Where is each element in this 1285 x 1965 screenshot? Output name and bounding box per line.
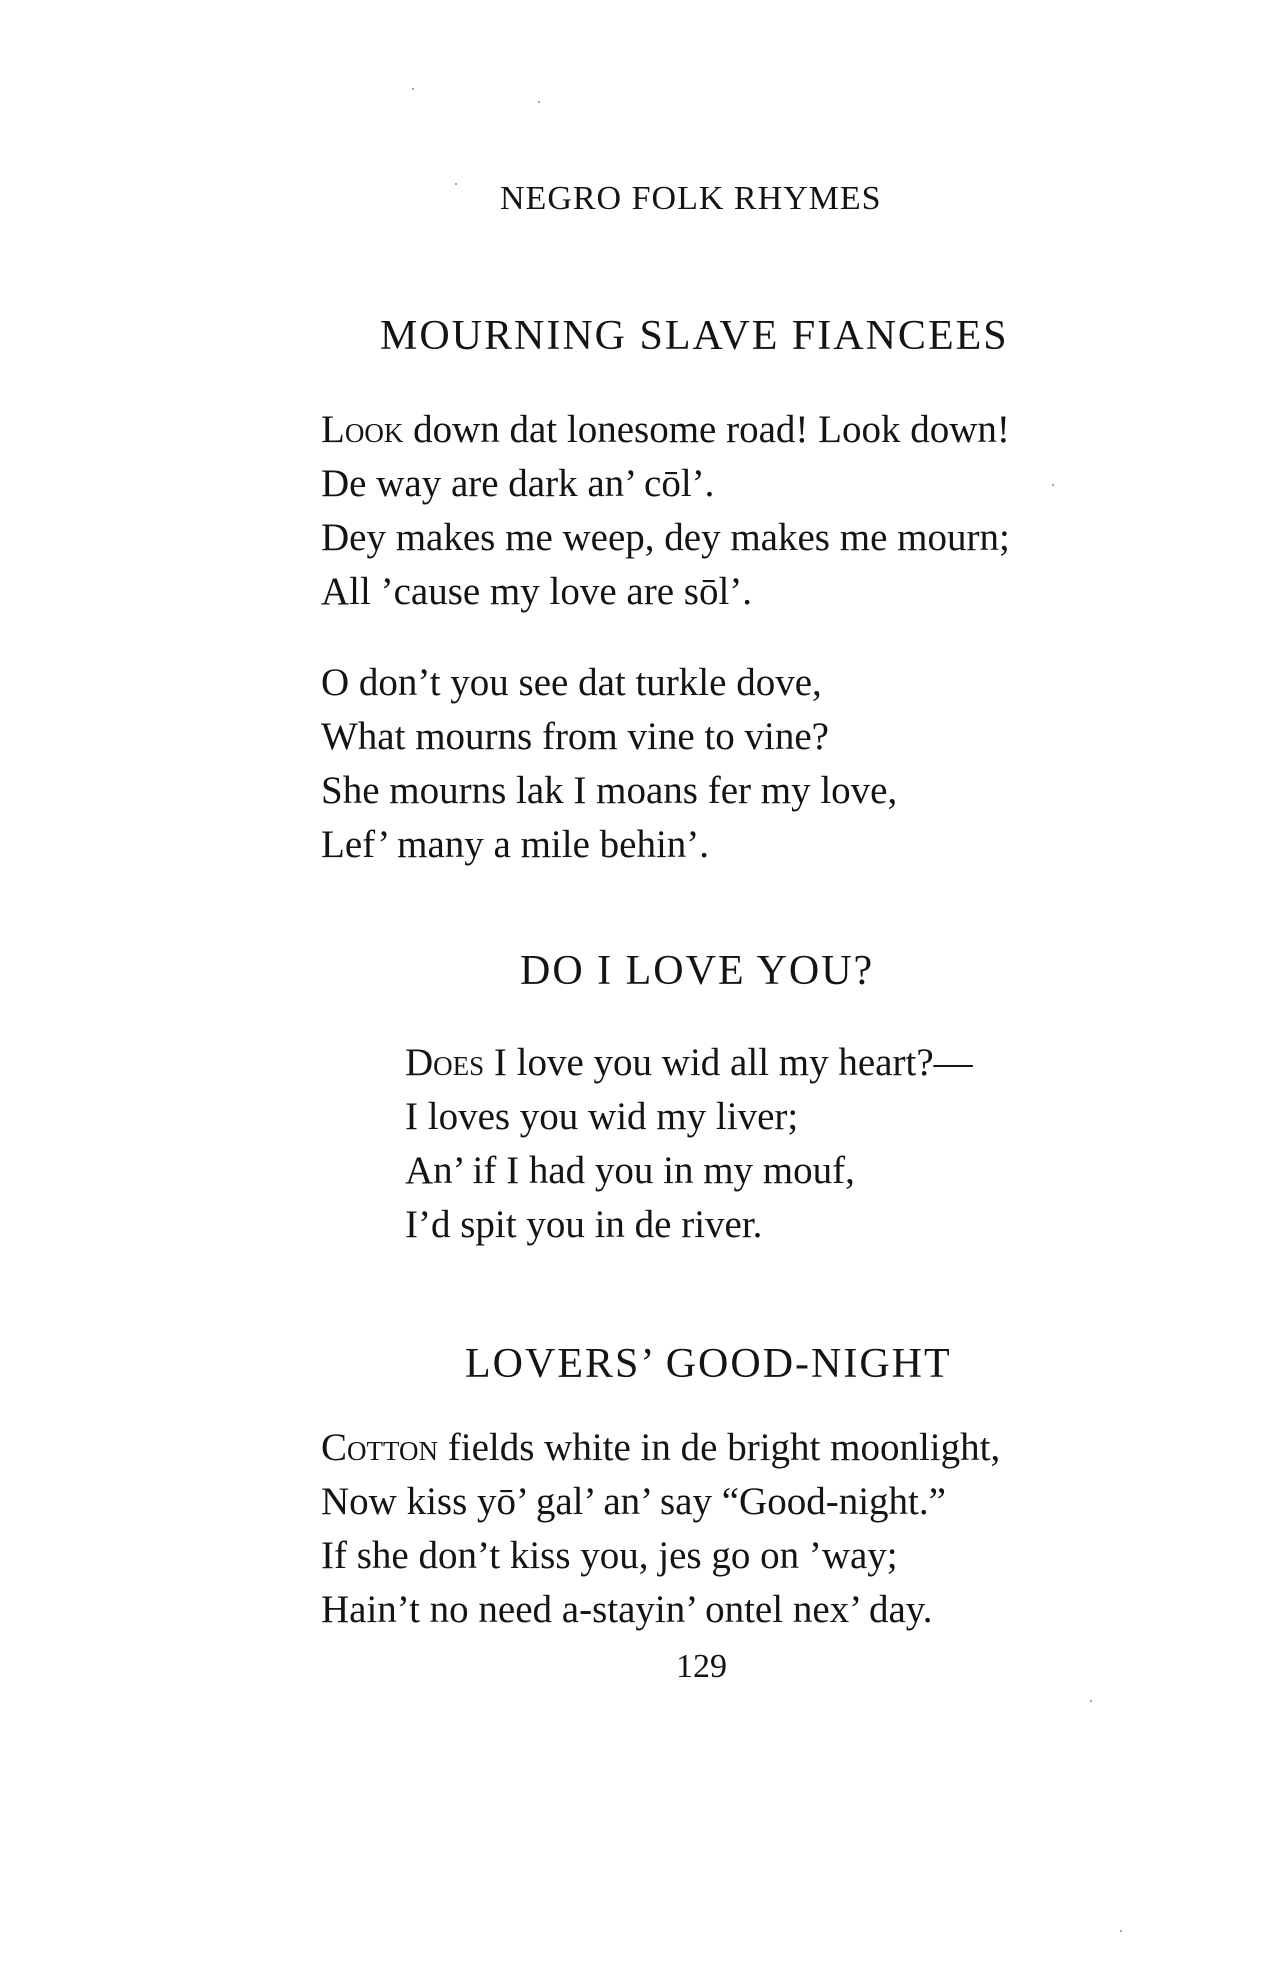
verse-line	[321, 1475, 1000, 1529]
verse-line	[321, 1421, 1000, 1475]
verse-lead: Does	[405, 1041, 485, 1084]
verse-text: De way are dark an’ cōl’.	[321, 462, 715, 505]
verse-text: Dey makes me weep, dey makes me mourn;	[321, 516, 1010, 559]
verse-line	[405, 1198, 973, 1252]
scan-speck	[412, 88, 414, 90]
poem-title: DO I LOVE YOU?	[520, 948, 875, 994]
scan-speck	[455, 183, 457, 185]
verse-text: Lef’ many a mile behin’.	[321, 823, 710, 866]
stanza	[321, 656, 897, 872]
scan-speck	[1090, 1700, 1092, 1702]
verse-lead: Look	[321, 408, 404, 451]
scan-speck	[1120, 1930, 1122, 1932]
verse-line	[405, 1090, 973, 1144]
verse-text: fields white in de bright moonlight,	[438, 1426, 1001, 1469]
verse-text: An’ if I had you in my mouf,	[405, 1149, 855, 1192]
verse-text: I loves you wid my liver;	[405, 1095, 799, 1138]
page-number: 129	[676, 1648, 727, 1685]
poem-title: LOVERS’ GOOD-NIGHT	[465, 1341, 952, 1387]
scan-speck	[538, 101, 540, 103]
verse-line	[321, 511, 1010, 565]
verse-text: Now kiss yō’ gal’ an’ say “Good-night.”	[321, 1480, 946, 1523]
stanza	[405, 1036, 973, 1252]
verse-line	[321, 656, 897, 710]
verse-line	[321, 764, 897, 818]
verse-line	[321, 457, 1010, 511]
verse-text: Hain’t no need a-stayin’ ontel nex’ day.	[321, 1588, 933, 1631]
verse-text: If she don’t kiss you, jes go on ’way;	[321, 1534, 898, 1577]
verse-line	[321, 565, 1010, 619]
scan-speck	[1052, 484, 1054, 486]
stanza	[321, 1421, 1000, 1637]
verse-line	[405, 1036, 973, 1090]
verse-text: She mourns lak I moans fer my love,	[321, 769, 898, 812]
verse-lead: Cotton	[321, 1426, 439, 1469]
verse-text: I’d spit you in de river.	[405, 1203, 763, 1246]
stanza	[321, 403, 1010, 619]
verse-line	[321, 403, 1010, 457]
verse-text: All ’cause my love are sōl’.	[321, 570, 753, 613]
verse-line	[321, 1529, 1000, 1583]
verse-text: I love you wid all my heart?—	[484, 1041, 973, 1084]
verse-line	[321, 1583, 1000, 1637]
poem-title: MOURNING SLAVE FIANCEES	[380, 313, 1009, 359]
running-head: NEGRO FOLK RHYMES	[500, 180, 882, 217]
verse-text: O don’t you see dat turkle dove,	[321, 661, 822, 704]
verse-text: What mourns from vine to vine?	[321, 715, 829, 758]
verse-line	[405, 1144, 973, 1198]
verse-text: down dat lonesome road! Look down!	[403, 408, 1010, 451]
verse-line	[321, 818, 897, 872]
verse-line	[321, 710, 897, 764]
